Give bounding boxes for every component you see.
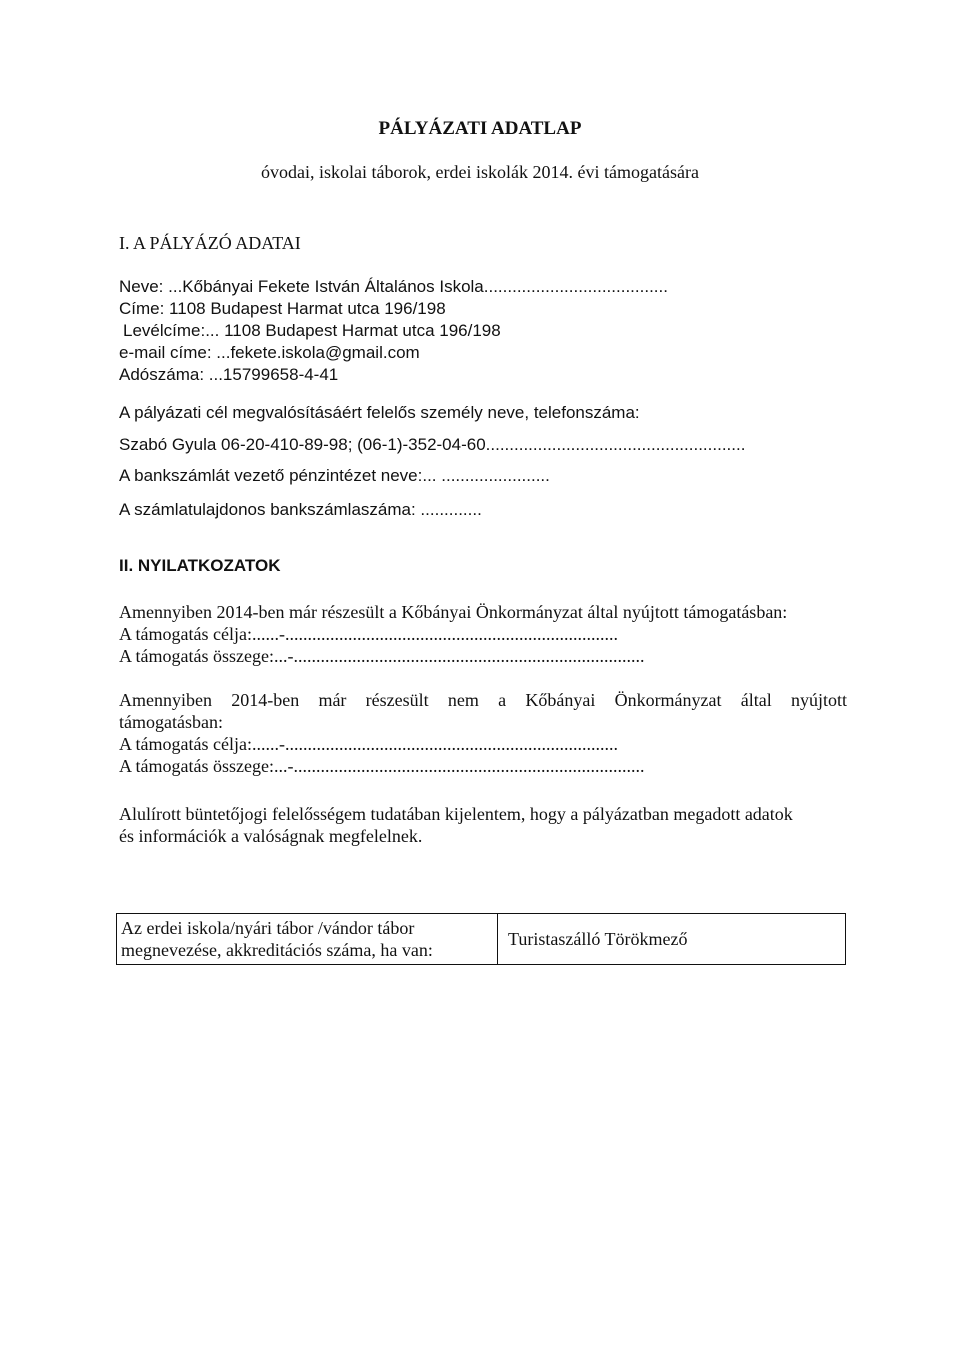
document-subtitle: óvodai, iskolai táborok, erdei iskolák 2014. évi támogatására bbox=[261, 162, 699, 182]
camp-info-table bbox=[116, 913, 846, 965]
block1-purpose: A támogatás célja:......-.......................................................................... bbox=[119, 624, 618, 644]
bank-name-field: A bankszámlát vezető pénzintézet neve:... ....................... bbox=[119, 466, 550, 485]
camp-label-line2: megnevezése, akkreditációs száma, ha van: bbox=[121, 940, 433, 960]
block2-amount: A támogatás összege:...-.............................................................................. bbox=[119, 756, 645, 776]
section1-heading: I. A PÁLYÁZÓ ADATAI bbox=[119, 233, 301, 253]
block1-amount: A támogatás összege:...-.............................................................................. bbox=[119, 646, 645, 666]
camp-label-line1: Az erdei iskola/nyári tábor /vándor tábor bbox=[121, 918, 415, 938]
applicant-email: e-mail címe: ...fekete.iskola@gmail.com bbox=[119, 343, 420, 362]
contact-person-label: A pályázati cél megvalósításáért felelős személy neve, telefonszáma: bbox=[119, 403, 640, 422]
applicant-tax-number: Adószáma: ...15799658-4-41 bbox=[119, 365, 339, 384]
camp-value: Turistaszálló Törökmező bbox=[508, 928, 688, 949]
applicant-name: Neve: ...Kőbányai Fekete István Általános Iskola....................................... bbox=[119, 277, 668, 296]
section2-heading: II. NYILATKOZATOK bbox=[119, 556, 281, 575]
declaration-line2: és információk a valóságnak megfelelnek. bbox=[119, 826, 423, 846]
declaration-line1: Alulírott büntetőjogi felelősségem tudatában kijelentem, hogy a pályázatban megadott adatok bbox=[119, 804, 793, 824]
contact-person-value: Szabó Gyula 06-20-410-89-98; (06-1)-352-04-60....................................................... bbox=[119, 435, 746, 454]
applicant-address: Címe: 1108 Budapest Harmat utca 196/198 bbox=[119, 299, 446, 318]
camp-value-cell bbox=[498, 914, 846, 965]
block1-intro: Amennyiben 2014-ben már részesült a Kőbányai Önkormányzat által nyújtott támogatásban: bbox=[119, 602, 788, 622]
document-title: PÁLYÁZATI ADATLAP bbox=[378, 118, 582, 139]
block2-purpose: A támogatás célja:......-.......................................................................... bbox=[119, 734, 618, 754]
camp-label-cell bbox=[117, 914, 498, 965]
block2-intro-line2: támogatásban: bbox=[119, 712, 223, 732]
applicant-mailing-address: Levélcíme:... 1108 Budapest Harmat utca 196/198 bbox=[123, 321, 501, 340]
table-row bbox=[117, 914, 846, 965]
block2-intro-line1: Amennyiben 2014-ben már részesült nem a Kőbányai Önkormányzat által nyújtott bbox=[119, 690, 847, 710]
account-number-field: A számlatulajdonos bankszámlaszáma: ............. bbox=[119, 500, 482, 519]
